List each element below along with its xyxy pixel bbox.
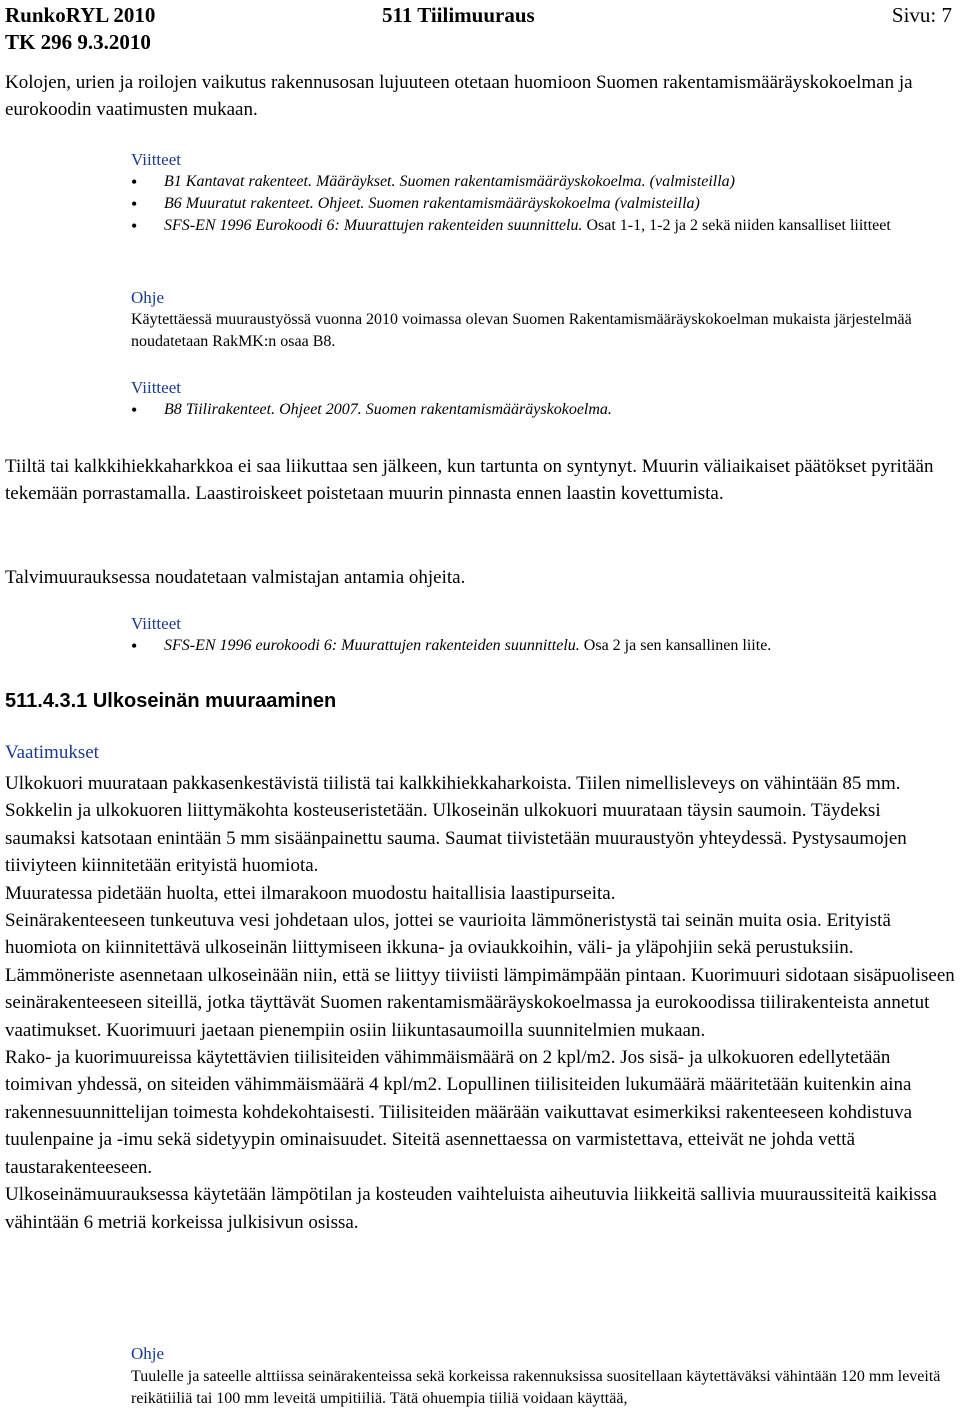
references-list — [131, 399, 953, 421]
requirements-body — [5, 770, 955, 1236]
requirements-paragraph: Ulkokuori muurataan pakkasenkestävistä tiilistä tai kalkkihiekkaharkoista. Tiilen nimellisleveys on vähintään 85 mm. — [5, 773, 901, 794]
requirements-paragraph: Seinärakenteeseen tunkeutuva vesi johdetaan ulos, jottei se vaurioita lämmöneristystä tai seinän muita osia. Erityistä huomiota on kiinnitettävä ulkoseinän liittymiseen ikkuna- ja oviaukkoihin, väli- ja yläpohjiin sekä perustuksiin. Lämmöneriste asennetaan ulkoseinään niin, että se liittyy tiiviisti lämpimämpään pintaan. Kuorimuuri sidotaan sisäpuoliseen seinärakenteeseen siteillä, jotka täyttävät Suomen rakentamismääräyskokoelmassa ja eurokoodissa tiilirakenteista annetut vaatimukset. Kuorimuuri jaetaan pienempiin osiin liikuntasaumoilla suunnitelmien mukaan. — [5, 910, 955, 1041]
header-title: 511 Tiilimuuraus — [382, 3, 535, 27]
guidance-text: Käytettäessä muuraustyössä vuonna 2010 voimassa olevan Suomen Rakentamismääräyskokoelman mukaista järjestelmää noudatetaan RakMK:n osaa B8. — [131, 311, 912, 350]
guidance-text: Tuulelle ja sateelle alttiissa seinärakenteissa sekä korkeissa rakennuksissa suositellaan käytettäväksi vähintään 120 mm leveitä reikätiiliä tai 100 mm leveitä umpitiiliä. Tätä ohuempia tiiliä voidaan käyttää, — [131, 1368, 941, 1407]
requirements-heading: Vaatimukset — [5, 742, 99, 763]
requirements-paragraph: Muuratessa pidetään huolta, ettei ilmarakoon muodostu haitallisia laastipurseita. — [5, 882, 616, 904]
section-heading: 511.4.3.1 Ulkoseinän muuraaminen — [5, 690, 337, 712]
paragraph-mortar: Tiiltä tai kalkkihiekkaharkkoa ei saa liikuttaa sen jälkeen, kun tartunta on syntynyt. Muurin väliaikaiset päätökset pyritään tekemään porrastamalla. Laastiroiskeet poistetaan muurin pinnasta ennen laastin kovettumista. — [5, 456, 934, 504]
header-page-number: Sivu: 7 — [891, 3, 952, 27]
intro-paragraph: Kolojen, urien ja roilojen vaikutus rakennusosan lujuuteen otetaan huomioon Suomen rakentamismääräyskokoelman ja eurokoodin vaatimusten mukaan. — [5, 72, 913, 120]
references-block-2 — [131, 377, 953, 421]
reference-item: • B8 Tiilirakenteet. Ohjeet 2007. Suomen rakentamismääräyskokoelma. — [131, 399, 953, 421]
reference-note: Osat 1-1, 1-2 ja 2 sekä niiden kansalliset liitteet — [582, 217, 891, 234]
reference-note: Osa 2 ja sen kansallinen liite. — [579, 637, 772, 654]
guidance-block-1 — [131, 287, 953, 353]
paragraph-winter: Talvimuurauksessa noudatetaan valmistajan antamia ohjeita. — [5, 567, 466, 588]
requirements-paragraph: Rako- ja kuorimuureissa käytettävien tiilisiteiden vähimmäismäärä on 2 kpl/m2. Jos sisä- ja ulkokuoren edellytetään toimivan yhdessä, on siteiden vähimmäismäärä 4 kpl/m2. Lopullinen tiilisiteiden lukumäärä määritetään kuitenkin aina rakennesuunnittelijan toimesta kohdekohtaisesti. Tiilisiteiden määrään vaikuttavat esimerkiksi rakenteeseen kohdistuva tuulenpaine ja -imu sekä sidetyypin ominaisuudet. Siteitä asennettaessa on varmistettava, etteivät ne johda vettä taustarakenteeseen. — [5, 1047, 913, 1178]
references-list — [131, 635, 953, 657]
header-left: RunkoRYL 2010 — [5, 3, 156, 27]
references-label: Viitteet — [131, 614, 181, 633]
reference-item — [131, 635, 953, 657]
requirements-paragraph: Ulkoseinämuurauksessa käytetään lämpötilan ja kosteuden vaihteluista aiheutuvia liikkeitä sallivia muuraussiteitä kaikissa vähintään 6 metriä korkeissa julkisivun osissa. — [5, 1184, 937, 1233]
reference-item — [131, 215, 953, 237]
header-left-date: TK 296 9.3.2010 — [5, 30, 151, 54]
reference-title: SFS-EN 1996 eurokoodi 6: Muurattujen rakenteiden suunnittelu. — [164, 637, 580, 654]
references-label: Viitteet — [131, 150, 181, 169]
references-block-1 — [131, 149, 953, 237]
guidance-block-2 — [131, 1342, 957, 1410]
guidance-label: Ohje — [131, 1344, 165, 1363]
requirements-paragraph: Sokkelin ja ulkokuoren liittymäkohta kosteuseristetään. Ulkoseinän ulkokuori muurataan täysin saumoin. Täydeksi saumaksi katsotaan enintään 5 mm sisäänpainettu sauma. Saumat tiivistetään muuraustyön yhteydessä. Pystysaumojen tiiviyteen kiinnitetään erityistä huomiota. — [5, 800, 907, 877]
reference-item: • B1 Kantavat rakenteet. Määräykset. Suomen rakentamismääräyskokoelma. (valmisteilla) — [131, 171, 953, 193]
references-label: Viitteet — [131, 378, 181, 397]
reference-title: SFS-EN 1996 Eurokoodi 6: Muurattujen rakenteiden suunnittelu. — [164, 217, 583, 234]
reference-item: • B6 Muuratut rakenteet. Ohjeet. Suomen rakentamismääräyskokoelma (valmisteilla) — [131, 193, 953, 215]
references-list — [131, 171, 953, 237]
references-block-3 — [131, 613, 953, 657]
guidance-label: Ohje — [131, 288, 165, 307]
